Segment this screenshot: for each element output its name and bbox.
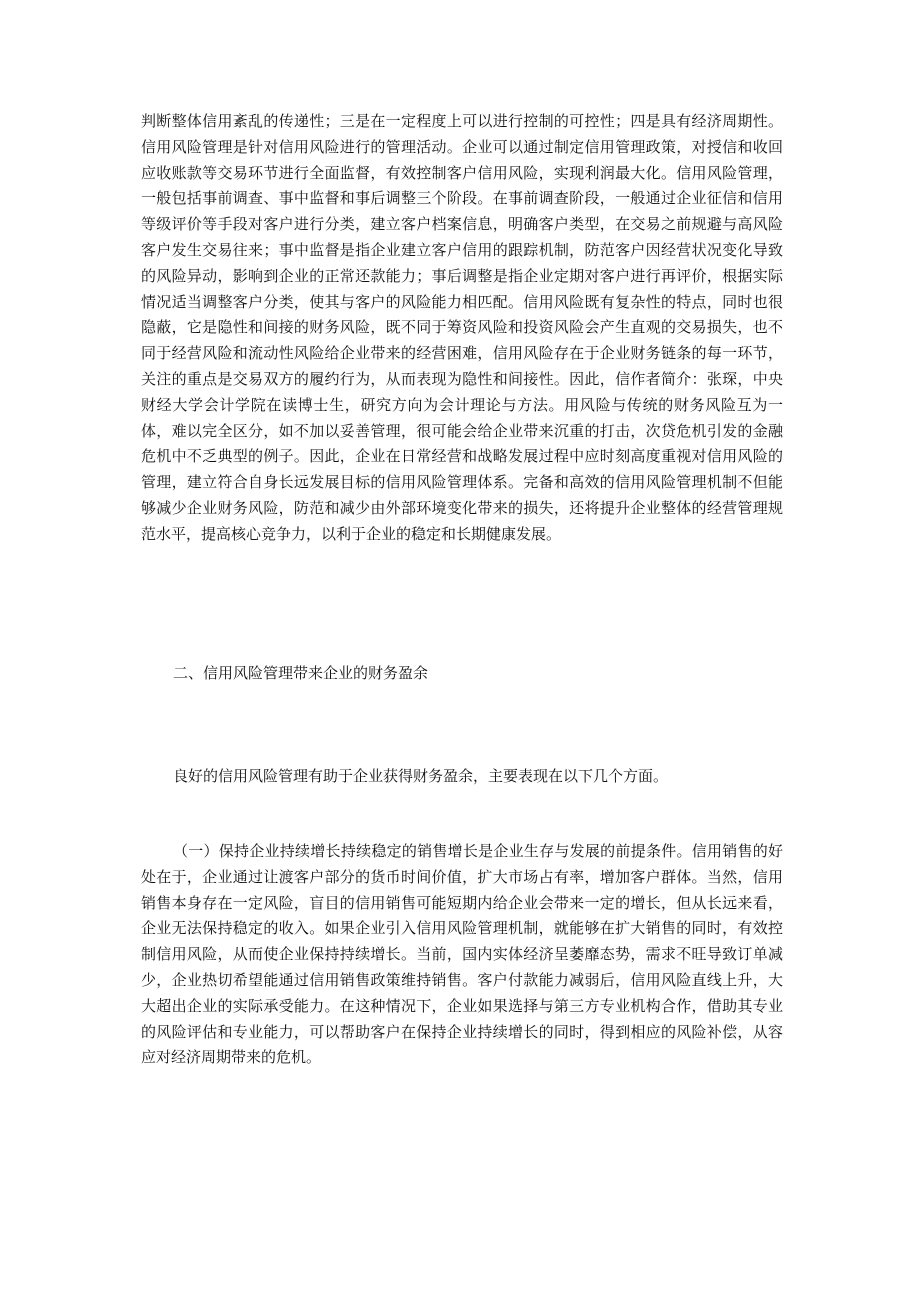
body-paragraph-risk-management: 判断整体信用紊乱的传递性；三是在一定程度上可以进行控制的可控性；四是具有经济周期性。信用风险管理是针对信用风险进行的管理活动。企业可以通过制定信用管理政策，对授信和收回应收账款等交易环节进行全面监督，有效控制客户信用风险，实现利润最大化。信用风险管理，一般包括事前调查、事中监督和事后调整三个阶段。在事前调查阶段，一般通过企业征信和信用等级评价等手段对客户进行分类，建立客户档案信息，明确客户类型，在交易之前规避与高风险客户发生交易往来；事中监督是指企业建立客户信用的跟踪机制，防范客户因经营状况变化导致的风险异动，影响到企业的正常还款能力；事后调整是指企业定期对客户进行再评价，根据实际情况适当调整客户分类，使其与客户的风险能力相匹配。信用风险既有复杂性的特点，同时也很隐蔽，它是隐性和间接的财务风险，既不同于筹资风险和投资风险会产生直观的交易损失，也不同于经营风险和流动性风险给企业带来的经营困难，信用风险存在于企业财务链条的每一环节，关注的重点是交易双方的履约行为，从而表现为隐性和间接性。因此，信作者简介：张琛，中央财经大学会计学院在读博士生，研究方向为会计理论与方法。用风险与传统的财务风险互为一体，难以完全区分，如不加以妥善管理，很可能会给企业带来沉重的打击，次贷危机引发的金融危机中不乏典型的例子。因此，企业在日常经营和战略发展过程中应时刻高度重视对信用风险的管理，建立符合自身长远发展目标的信用风险管理体系。完备和高效的信用风险管理机制不但能够减少企业财务风险，防范和减少由外部环境变化带来的损失，还将提升企业整体的经营管理规范水平，提高核心竞争力，以利于企业的稳定和长期健康发展。 [141,112,783,543]
section-heading: 二、信用风险管理带来企业的财务盈余 [173,664,429,682]
body-paragraph-sustained-growth: （一）保持企业持续增长持续稳定的销售增长是企业生存与发展的前提条件。信用销售的好处在于，企业通过让渡客户部分的货币时间价值，扩大市场占有率，增加客户群体。当然，信用销售本身存在一定风险，盲目的信用销售可能短期内给企业会带来一定的增长，但从长远来看，企业无法保持稳定的收入。如果企业引入信用风险管理机制，就能够在扩大销售的同时，有效控制信用风险，从而使企业保持持续增长。当前，国内实体经济呈萎靡态势，需求不旺导致订单减少，企业热切希望能通过信用销售政策维持销售。客户付款能力减弱后，信用风险直线上升，大大超出企业的实际承受能力。在这种情况下，企业如果选择与第三方专业机构合作，借助其专业的风险评估和专业能力，可以帮助客户在保持企业持续增长的同时，得到相应的风险补偿，从容应对经济周期带来的危机。 [141,842,783,1067]
body-paragraph-intro: 良好的信用风险管理有助于企业获得财务盈余，主要表现在以下几个方面。 [173,767,669,785]
